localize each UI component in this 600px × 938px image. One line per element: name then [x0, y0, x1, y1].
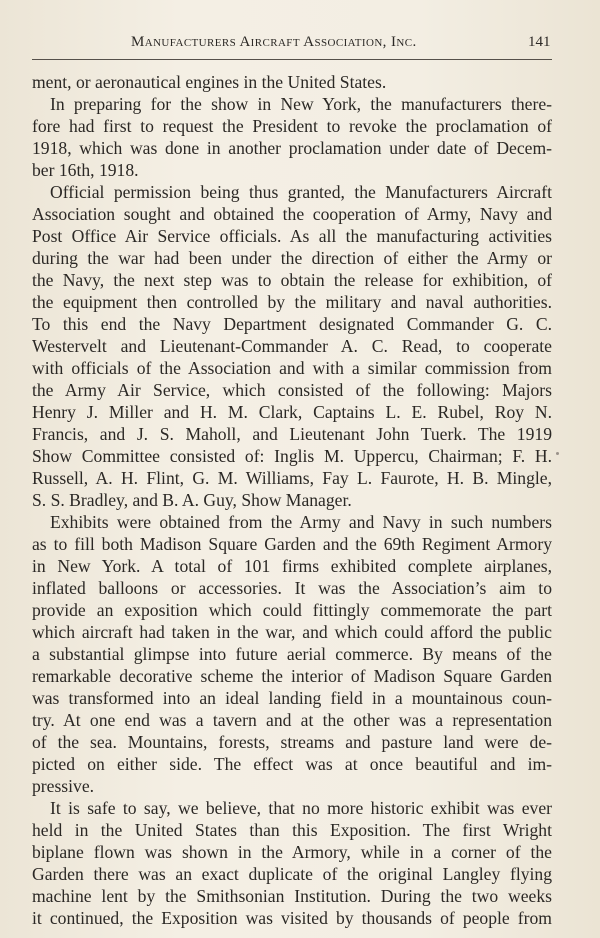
- text-line: To this end the Navy Department designated Commander G. C.: [32, 314, 552, 334]
- text-line: a substantial glimpse into future aerial commerce. By means of the: [32, 644, 552, 664]
- text-line: held in the United States than this Exposition. The first Wright: [32, 820, 552, 840]
- text-line: the Army Air Service, which consisted of the following: Majors: [32, 380, 552, 400]
- text-line: Show Committee consisted of: Inglis M. Uppercu, Chairman; F. H.: [32, 446, 552, 466]
- page-number: 141: [528, 34, 551, 50]
- text-line: try. At one end was a tavern and at the other was a representation: [32, 710, 552, 730]
- text-line: with officials of the Association and with a similar commission from: [32, 358, 552, 378]
- running-head: Manufacturers Aircraft Association, Inc.: [131, 34, 417, 50]
- text-line: was transformed into an ideal landing field in a mountainous coun-: [32, 688, 552, 708]
- text-line: In preparing for the show in New York, the manufacturers there-: [50, 94, 552, 114]
- text-line: fore had first to request the President to revoke the proclamation of: [32, 116, 552, 136]
- text-line: provide an exposition which could fittingly commemorate the part: [32, 600, 552, 620]
- text-line: Post Office Air Service officials. As all the manufacturing activities: [32, 226, 552, 246]
- text-line: pressive.: [32, 776, 95, 796]
- text-line: the Navy, the next step was to obtain the release for exhibition, of: [32, 270, 552, 290]
- text-line: Francis, and J. S. Maholl, and Lieutenant John Tuerk. The 1919: [32, 424, 552, 444]
- text-line: It is safe to say, we believe, that no more historic exhibit was ever: [50, 798, 552, 818]
- text-line: S. S. Bradley, and B. A. Guy, Show Manager.: [32, 490, 352, 510]
- text-line: 1918, which was done in another proclamation under date of Decem-: [32, 138, 552, 158]
- text-line: of the sea. Mountains, forests, streams and pasture land were de-: [32, 732, 552, 752]
- text-line: Westervelt and Lieutenant-Commander A. C. Read, to cooperate: [32, 336, 552, 356]
- text-line: as to fill both Madison Square Garden and the 69th Regiment Armory: [32, 534, 552, 554]
- text-line: ber 16th, 1918.: [32, 160, 139, 180]
- text-line: which aircraft had taken in the war, and which could afford the public: [32, 622, 552, 642]
- text-line: during the war had been under the direction of either the Army or: [32, 248, 552, 268]
- text-line: machine lent by the Smithsonian Institution. During the two weeks: [32, 886, 552, 906]
- text-line: in New York. A total of 101 firms exhibited complete airplanes,: [32, 556, 552, 576]
- paper-speck: [556, 452, 559, 455]
- text-line: inflated balloons or accessories. It was the Association’s aim to: [32, 578, 552, 598]
- text-line: remarkable decorative scheme the interior of Madison Square Garden: [32, 666, 552, 686]
- text-line: Henry J. Miller and H. M. Clark, Captains L. E. Rubel, Roy N.: [32, 402, 552, 422]
- text-line: Exhibits were obtained from the Army and Navy in such numbers: [50, 512, 552, 532]
- text-line: Official permission being thus granted, the Manufacturers Aircraft: [50, 182, 552, 202]
- text-line: the equipment then controlled by the military and naval authorities.: [32, 292, 552, 312]
- text-line: ment, or aeronautical engines in the United States.: [32, 72, 387, 92]
- text-line: Association sought and obtained the cooperation of Army, Navy and: [32, 204, 552, 224]
- text-line: Russell, A. H. Flint, G. M. Williams, Fay L. Faurote, H. B. Mingle,: [32, 468, 552, 488]
- text-line: picted on either side. The effect was at once beautiful and im-: [32, 754, 552, 774]
- text-line: it continued, the Exposition was visited by thousands of people from: [32, 908, 552, 928]
- text-line: biplane flown was shown in the Armory, while in a corner of the: [32, 842, 552, 862]
- text-line: Garden there was an exact duplicate of the original Langley flying: [32, 864, 552, 884]
